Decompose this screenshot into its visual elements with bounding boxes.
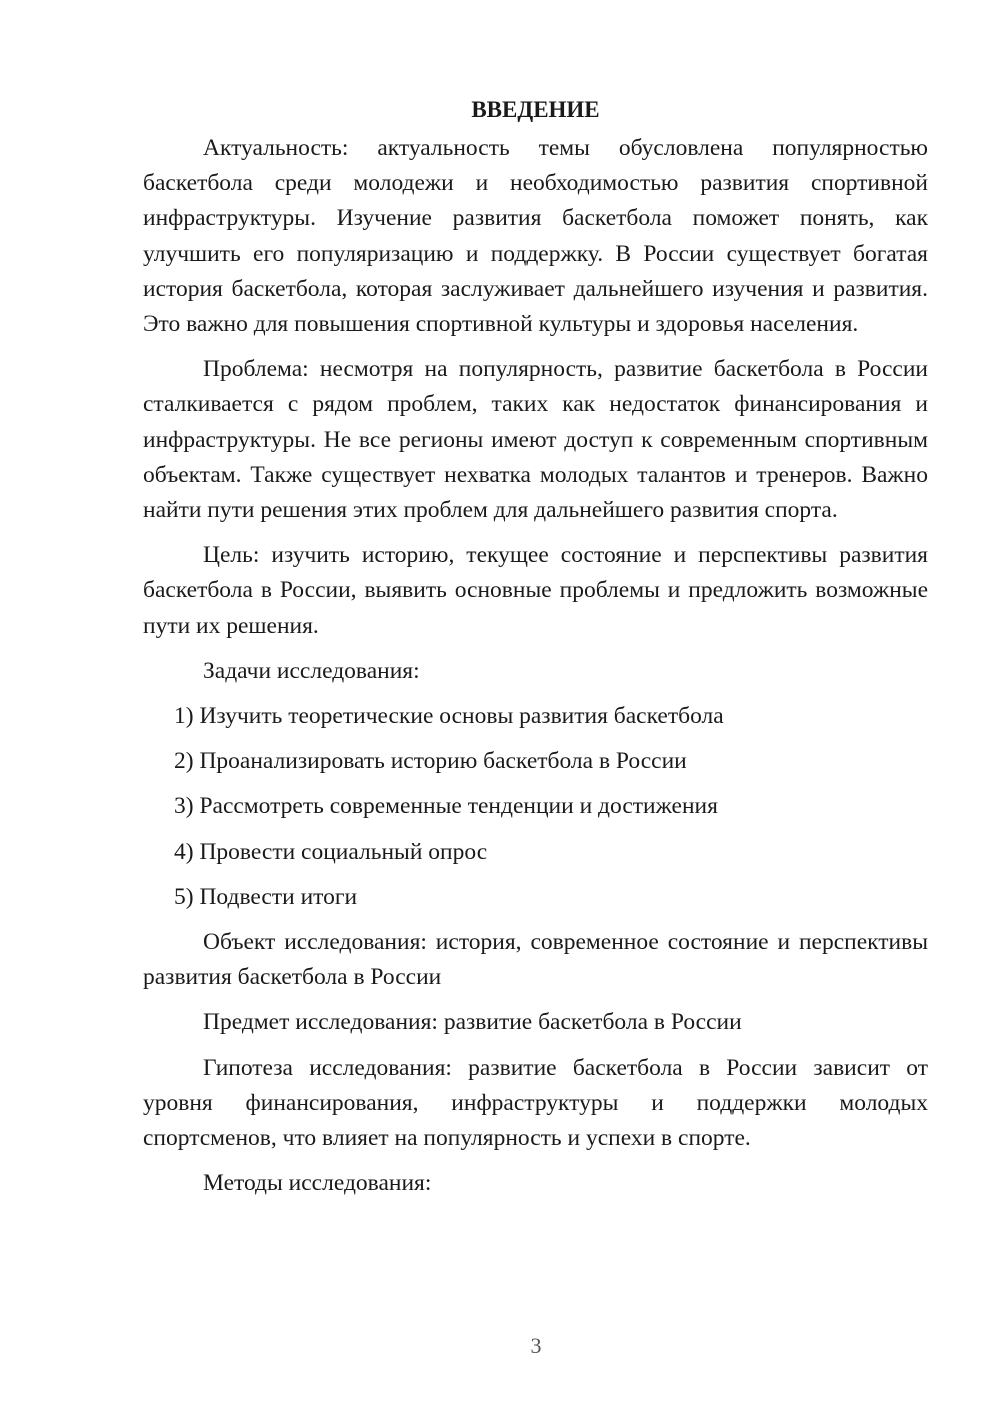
methods-heading: Методы исследования: <box>203 1170 432 1197</box>
paragraph-goal: Цель: изучить историю, текущее состояние и перспективы развития баскетбола в России, выявить основные проблемы и предложить возможные пути их решения. <box>143 542 928 639</box>
page-number: 3 <box>530 1333 542 1358</box>
paragraph-object: Объект исследования: история, современное состояние и перспективы развития баскетбола в России <box>143 929 928 991</box>
page-content <box>143 92 928 1211</box>
list-item: 2) Проанализировать историю баскетбола в России <box>174 748 687 775</box>
paragraph-hypothesis: Гипотеза исследования: развитие баскетбола в России зависит от уровня финансирования, инфраструктуры и поддержки молодых спортсменов, что влияет на популярность и успехи в спорте. <box>143 1054 928 1152</box>
tasks-list <box>143 699 928 915</box>
paragraph-relevance: Актуальность: актуальность темы обусловлена популярностью баскетбола среди молодежи и необходимостью развития спортивной инфраструктуры. Изучение развития баскетбола поможет понять, как улучшить его популяризацию и поддержку. В России существует богатая история баскетбола, которая заслуживает дальнейшего изучения и развития. Это важно для повышения спортивной культуры и здоровья населения. <box>143 135 928 338</box>
section-title: ВВЕДЕНИЕ <box>471 97 600 122</box>
tasks-heading: Задачи исследования: <box>203 657 420 684</box>
paragraph-problem: Проблема: несмотря на популярность, развитие баскетбола в России сталкивается с рядом проблем, таких как недостаток финансирования и инфраструктуры. Не все регионы имеют доступ к современным спортивным объектам. Также существует нехватка молодых талантов и тренеров. Важно найти пути решения этих проблем для дальнейшего развития спорта. <box>143 356 928 524</box>
list-item: 3) Рассмотреть современные тенденции и достижения <box>174 793 718 820</box>
list-item: 5) Подвести итоги <box>174 883 358 910</box>
list-item: 4) Провести социальный опрос <box>174 838 488 865</box>
list-item: 1) Изучить теоретические основы развития баскетбола <box>174 703 724 730</box>
paragraph-subject: Предмет исследования: развитие баскетбола в России <box>203 1009 742 1036</box>
